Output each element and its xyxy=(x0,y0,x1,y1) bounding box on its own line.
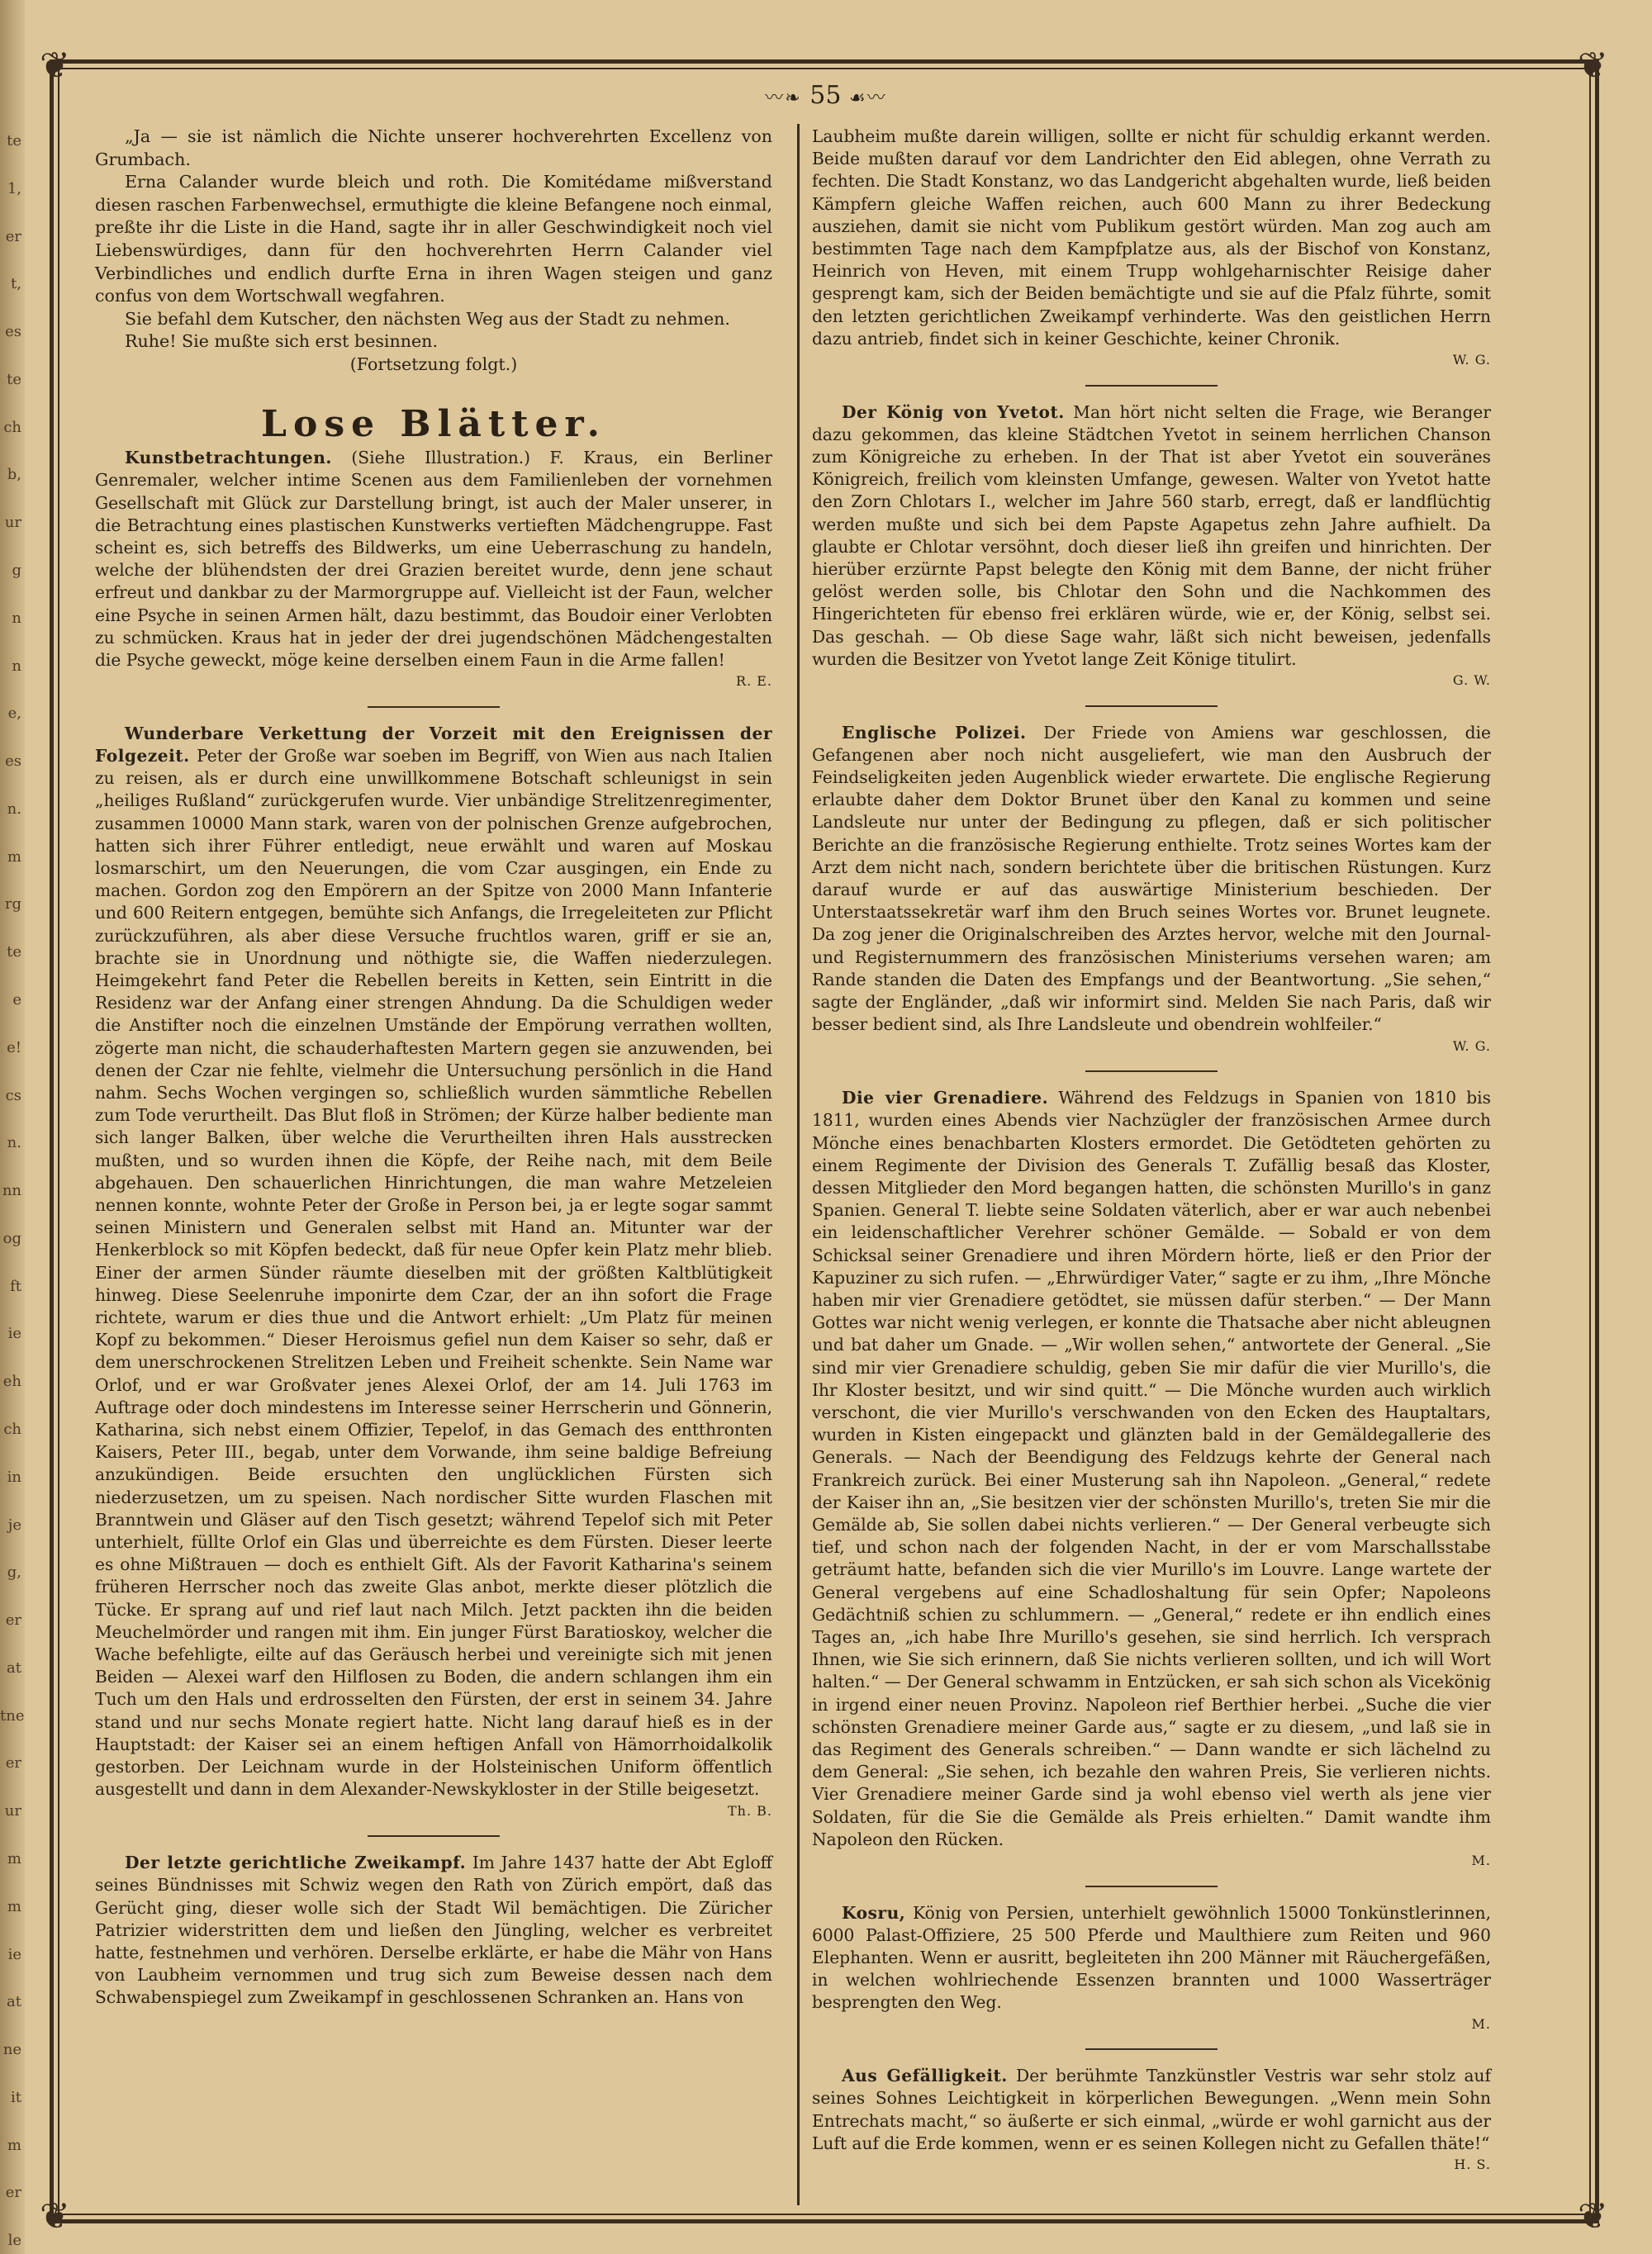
article-zweikampf xyxy=(95,1852,772,2009)
bleed-fragment: n xyxy=(12,610,21,627)
bleed-fragment: it xyxy=(11,2089,21,2106)
article-yvetot xyxy=(812,401,1491,671)
bleed-fragment: te xyxy=(7,943,21,961)
section-title: Lose Blätter. xyxy=(261,402,606,445)
article-text: Peter der Große war soeben im Begriff, von Wien aus nach Italien zu reisen, als er durch eine unwillkommene Botschaft schleunigst in sein „heiliges Rußland“ zurückgerufen wurde. Vier unbändige Strelitzenregimenter, zusammen 10000 Mann stark, waren von der polnischen Grenze aufgebrochen, hatten sich ihrer Führer entledigt, neue erwählt und waren auf Moskau losmarschirt, um den Neuerungen, die vom Czar ausgingen, ein Ende zu machen. Gordon zog den Empörern an der Spitze von 2000 Mann Infanterie und 600 Reitern entgegen, bemühte sich Anfangs, die Irregeleiteten zur Pflicht zurückzuführen, als aber diese Versuche fruchtlos waren, griff er sie an, brachte sie in Unordnung und nöthigte sie, die Waffen niederzulegen. Heimgekehrt fand Peter die Rebellen bereits in Ketten, sein Eintritt in die Residenz war der Anfang einer strengen Ahndung. Da die Schuldigen weder die Anstifter noch die einzelnen Umstände der Empörung verrathen wollten, zögerte man nicht, die schauderhaftesten Martern gegen sie anzuwenden, bei denen der Czar nie fehlte, vielmehr die Untersuchung persönlich in die Hand nahm. Sechs Wochen vergingen so, schließlich wurden sämmtliche Rebellen zum Tode verurtheilt. Das Blut floß in Strömen; der Kürze halber bediente man sich langer Balken, über welche die Verurtheilten ihren Hals ausstrecken mußten, und so wurden ihnen die Köpfe, der Reihe nach, mit dem Beile abgehauen. Den schauerlichen Hinrichtungen, die man wahre Metzeleien nennen konnte, wohnte Peter der Große in Person bei, ja er legte sogar sammt seinen Ministern und Generalen selbst mit Hand an. Mitunter war der Henkerblock so mit Köpfen bedeckt, daß für neue Opfer kein Platz mehr blieb. Einer der armen Sünder räumte dieselben mit der größten Kaltblütigkeit hinweg. Diese Seelenruhe imponirte dem Czar, der an ihn sofort die Frage richtete, warum er dies thue und die Antwort erhielt: „Um Platz für meinen Kopf zu bekommen.“ Dieser Heroismus gefiel nun dem Kaiser so sehr, daß er dem unerschrockenen Strelitzen Leben und Freiheit schenkte. Sein Name war Orlof, und er war Großvater jenes Alexei Orlof, der am 14. Juli 1763 im Auftrage oder doch mindestens im Interesse seiner Herrscherin und Gönnerin, Katharina, sich nebst einem Offizier, Tepelof, in das Gemach des entthronten Kaisers, Peter III., begab, unter dem Vorwande, ihm seine baldige Befreiung anzukündigen. Beide ersuchten den unglücklichen Fürsten sich niederzusetzen, um zu speisen. Nach nordischer Sitte wurden Flaschen mit Branntwein und Gläser auf den Tisch gesetzt; während Tepelof sich mit Peter unterhielt, füllte Orlof ein Glas und überreichte es dem Fürsten. Dieser leerte es ohne Mißtrauen — doch es enthielt Gift. Als der Favorit Katharina's seinem früheren Herrscher noch das zweite Glas anbot, merkte dieser plötzlich die Tücke. Er sprang auf und rief laut nach Milch. Jetzt packten ihn die beiden Meuchelmörder und rangen mit ihm. Ein junger Fürst Baratioskoy, welcher die Wache befehligte, eilte auf das Geräusch herbei und vereinigte sich mit jenen Beiden — Alexei warf den Hilflosen zu Boden, die andern schlangen ihm ein Tuch um den Hals und erdrosselten den Fürsten, der erst in seinem 34. Jahre stand und nur sechs Monate regiert hatte. Nicht lang darauf hieß es in der Hauptstadt: der Kaiser sei an einem heftigen Anfall von Hämorrhoidalkolik gestorben. Der Leichnam wurde in der Holsteinischen Uniform öffentlich ausgestellt und dann in dem Alexander-Newskykloster in der Stille beigesetzt. xyxy=(95,745,772,1800)
article-divider xyxy=(368,706,500,708)
left-column xyxy=(95,126,772,2010)
bleed-fragment: m xyxy=(7,2137,21,2154)
bleed-fragment: er xyxy=(5,2184,21,2201)
bleed-fragment: te xyxy=(7,371,21,388)
flourish-left-icon: 〰❧ xyxy=(765,88,802,109)
bleed-fragment: ur xyxy=(4,1802,21,1820)
article-heading: Der letzte gerichtliche Zweikampf. xyxy=(125,1853,467,1873)
bleed-fragment: nn xyxy=(2,1182,21,1199)
article-text: Während des Feldzugs in Spanien von 1810 bis 1811, wurden eines Abends vier Nachzügler der französischen Armee durch Mönche eines benachbarten Klosters ermordet. Die Getödteten gehörten zu einem Regimente der Division des Generals T. Zufällig besaß das Kloster, dessen Mitglieder den Mord begangen hatten, die schönsten Murillo's in ganz Spanien. General T. liebte seine Soldaten väterlich, aber er war auch nebenbei ein leidenschaftlicher Verehrer schöner Gemälde. — Sobald er von dem Schicksal seiner Grenadiere und ihren Mördern hörte, ließ er den Prior der Kapuziner zu sich rufen. — „Ehrwürdiger Vater,“ sagte er zu ihm, „Ihre Mönche haben mir vier Grenadiere getödtet, sie müssen dafür sterben.“ — Der Mann Gottes war nicht wenig verlegen, er konnte die Thatsache aber nicht ableugnen und bat daher um Gnade. — „Wir wollen sehen,“ antwortete der General. „Sie sind mir vier Grenadiere schuldig, geben Sie mir dafür die vier Murillo's, die Ihr Kloster besitzt, und wir sind quitt.“ — Die Mönche wurden auch wirklich verschont, die vier Murillo's verschwanden von den Ecken des Hauptaltars, wurden in Kisten eingepackt und glänzten bald in der Gemäldegallerie des Generals. — Nach der Beendigung des Feldzugs kehrte der General nach Frankreich zurück. Bei einer Musterung sah ihn Napoleon. „General,“ redete der Kaiser ihn an, „Sie besitzen vier der schönsten Murillo's, treten Sie mir die Gemälde ab, Sie sollen dabei nichts verlieren.“ — Der General verbeugte sich tief, und schon nach der folgenden Nacht, in der er vom Marschallsstabe geträumt hatte, befanden sich die vier Murillo's im Louvre. Lange wartete der General vergebens auf eine Schadloshaltung für sein Opfer; Napoleons Gedächtniß schien zu schlummern. — „General,“ redete er ihn endlich eines Tages an, „ich habe Ihre Murillo's gesehen, sie sind herrlich. Ich versprach Ihnen, wie Sie sich erinnern, daß Sie nichts verlieren sollten, und ich will Wort halten.“ — Der General schwamm in Entzücken, er sah sich schon als Vicekönig in irgend einer neuen Provinz. Napoleon rief Berthier herbei. „Suche die vier schönsten Grenadiere meiner Garde aus,“ sagte er zu diesem, „und laß sie in das Regiment des Generals schreiben.“ — Dann wandte er sich lächelnd zu dem General: „Sie sehen, ich bezahle den wahren Preis, Sie verlieren nichts. Vier Grenadiere meiner Garde sind ja wohl ebenso viel werth als jene vier Soldaten, für die Sie die Gemälde als Preis erhielten.“ Damit wandte ihm Napoleon den Rücken. xyxy=(812,1088,1491,1849)
article-divider xyxy=(1085,1886,1218,1887)
story-paragraph: Ruhe! Sie mußte sich erst besinnen. xyxy=(125,331,438,352)
page-header xyxy=(0,81,1652,110)
bleed-fragment: tne xyxy=(0,1707,25,1725)
bleed-fragment: 1, xyxy=(7,180,21,197)
article-kunstbetrachtungen xyxy=(95,447,772,671)
bleed-fragment: at xyxy=(7,1993,21,2010)
bleed-fragment: e xyxy=(12,991,21,1008)
article-divider xyxy=(1085,1070,1218,1072)
article-grenadiere xyxy=(812,1087,1491,1851)
bleed-fragment: ch xyxy=(3,1421,21,1438)
article-polizei xyxy=(812,722,1491,1037)
story-paragraph: Sie befahl dem Kutscher, den nächsten Weg aus der Stadt zu nehmen. xyxy=(125,308,730,329)
article-signature: W. G. xyxy=(1452,352,1491,368)
bleed-fragment: ne xyxy=(2,2041,21,2058)
article-text: Im Jahre 1437 hatte der Abt Egloff seines Bündnisses mit Schwiz wegen den Rath von Zürich empört, daß das Gerücht ging, dieser wolle sich der Stadt Wil bemächtigen. Die Züricher Patrizier widerstritten dem und ließen den Jüngling, welcher es verbreitet hatte, festnehmen und verhören. Derselbe erklärte, er habe die Mähr von Hans von Laubheim vernommen und trug sich zum Beweise dessen nach dem Schwabenspiegel zum Zweikampf in geschlossenen Schranken an. Hans von xyxy=(95,1853,773,2008)
story-paragraph: Erna Calander wurde bleich und roth. Die Komitédame mißverstand diesen raschen Farbenwechsel, ermuthigte die kleine Befangene noch einmal, preßte ihr die Liste in die Hand, sagte ihr in aller Geschwindigkeit noch viel Liebenswürdiges, dann für den hochverehrten Herrn Calander viel Verbindliches und endlich durfte Erna in ihren Wagen steigen und ganz confus von dem Wortschwall wegfahren. xyxy=(95,172,772,306)
bleed-fragment: t, xyxy=(11,275,21,292)
article-text: (Siehe Illustration.) F. Kraus, ein Berliner Genremaler, welcher intime Scenen aus dem Familienleben der vornehmen Gesellschaft mit Glück zur Darstellung bringt, ist auch der Maler unserer, in die Betrachtung eines plastischen Kunstwerks vertieften Mädchengruppe. Fast scheint es, sich betreffs des Bildwerks, um eine Ueberraschung zu handeln, welche der blühendsten der drei Grazien bereitet wurde, denn jene schaut erfreut und dankbar zu der Marmorgruppe auf. Vielleicht ist der Faun, welcher eine Psyche in seinen Armen hält, dazu bestimmt, das Boudoir einer Verlobten zu schmücken. Kraus hat in jeder der drei jugendschönen Mädchengestalten die Psyche geweckt, möge keine derselben einem Faun in die Arme fallen! xyxy=(95,448,772,670)
bleed-fragment: e, xyxy=(7,705,21,722)
bleed-fragment: g xyxy=(12,562,21,579)
bleed-fragment: ch xyxy=(3,419,21,436)
article-kosru xyxy=(812,1902,1491,2014)
bleed-fragment: er xyxy=(5,228,21,245)
bleed-fragment: m xyxy=(7,848,21,866)
article-heading: Wunderbare Verkettung der Vorzeit mit den Ereignissen der Folgezeit. xyxy=(95,723,772,766)
bleed-fragment: er xyxy=(5,1754,21,1772)
bleed-fragment: es xyxy=(5,752,21,770)
flourish-right-icon: ☙〰 xyxy=(848,88,887,109)
article-signature: M. xyxy=(1471,1853,1491,1868)
bleed-fragment: m xyxy=(7,1850,21,1867)
column-rule xyxy=(797,124,800,2205)
bleed-fragment: ft xyxy=(10,1278,21,1295)
article-signature: H. S. xyxy=(1454,2157,1491,2173)
bleed-fragment: n. xyxy=(7,1134,21,1151)
article-signature: G. W. xyxy=(1452,672,1491,689)
article-divider xyxy=(368,1835,500,1837)
bleed-fragment: n. xyxy=(7,800,21,818)
bleed-fragment: rg xyxy=(4,895,21,913)
bleed-fragment: ie xyxy=(7,1325,21,1342)
article-signature: W. G. xyxy=(1452,1037,1491,1054)
article-divider xyxy=(1085,705,1218,707)
bleed-fragment: n xyxy=(12,657,21,675)
right-column xyxy=(812,126,1491,2176)
article-heading: Kosru, xyxy=(842,1902,906,1923)
bleed-fragment: in xyxy=(7,1469,21,1486)
article-heading: Kunstbetrachtungen. xyxy=(125,448,332,468)
bleed-fragment: er xyxy=(5,1611,21,1629)
article-gefaelligkeit xyxy=(812,2065,1491,2155)
bleed-fragment: at xyxy=(7,1659,21,1677)
bleed-fragment: le xyxy=(7,2232,21,2249)
bleed-fragment: es xyxy=(5,323,21,340)
page-number: 55 xyxy=(809,81,842,110)
article-divider xyxy=(1085,2048,1218,2050)
bleed-fragment: ur xyxy=(4,514,21,531)
article-text: Man hört nicht selten die Frage, wie Beranger dazu gekommen, das kleine Städtchen Yvetot in seinem herrlichen Chanson zum Königreiche zu erheben. In der That ist aber Yvetot ein souveränes Königreich, freilich vom kleinsten Umfange, gewesen. Walter von Yvetot hatte den Zorn Chlotars I., welcher im Jahre 560 starb, erregt, daß er landflüchtig werden mußte und sich bei dem Papste Agapetus zehn Jahre aufhielt. Da glaubte er Chlotar versöhnt, doch dieser ließ ihn greifen und hinrichten. Der hierüber erzürnte Papst belegte den König mit dem Banne, der nicht früher gelöst werden solle, bis Chlotar den Sohn und die Nachkommen des Hingerichteten für ebenso frei erklären würde, wie er, der König, selbst sei. Das geschah. — Ob diese Sage wahr, läßt sich nicht beweisen, jedenfalls wurden die Besitzer von Yvetot lange Zeit Könige titulirt. xyxy=(812,401,1491,669)
bleed-fragment: e! xyxy=(7,1039,21,1056)
corner-ornament-icon: ❦ xyxy=(40,2195,70,2237)
article-text: Der Friede von Amiens war geschlossen, die Gefangenen aber noch nicht ausgeliefert, wie man den Ausbruch der Feindseligkeiten jeden Augenblick wieder erwartete. Die englische Regierung erlaubte daher dem Doktor Brunet über den Kanal zu kommen und seine Landsleute nur unter der Bedingung zu pflegen, daß er sich politischer Berichte an die französische Regierung enthielte. Trotz seines Wortes kam der Arzt dem nicht nach, sondern berichtete über die britischen Rüstungen. Kurz darauf wurde er auf das auswärtige Ministerium beschieden. Der Unterstaatssekretär warf ihm den Bruch seines Wortes vor. Brunet leugnete. Da zog jener die Originalschreiben des Arztes hervor, welche mit den Journal- und Registernummern des französischen Ministeriums versehen waren; am Rande standen die Daten des Empfangs und der Beantwortung. „Sie sehen,“ sagte der Engländer, „daß wir informirt sind. Melden Sie nach Paris, daß wir besser bedient sind, als Ihre Landsleute und obendrein wohlfeiler.“ xyxy=(812,722,1491,1035)
bleed-fragment: m xyxy=(7,1898,21,1915)
article-divider xyxy=(1085,385,1218,387)
article-text: Der berühmte Tanzkünstler Vestris war sehr stolz auf seines Sohnes Leichtigkeit in körperlichen Bewegungen. „Wenn mein Sohn Entrechats macht,“ so äußerte er sich einmal, „würde er wohl garnicht aus der Luft auf die Erde kommen, wenn er es seinen Kollegen nicht zu Gefallen thäte!“ xyxy=(812,2066,1492,2153)
article-signature: R. E. xyxy=(736,673,772,690)
article-zweikampf-continued: Laubheim mußte darein willigen, sollte er nicht für schuldig erkannt werden. Beide mußten darauf vor dem Landrichter den Eid ablegen, ohne Verrath zu fechten. Die Stadt Konstanz, wo das Landgericht abgehalten wurde, ließ beiden Kämpfern gleiche Waffen reichen, auch 600 Mann zu ihrer Bedeckung ausziehen, damit sie nicht vom Publikum gestört würden. Man zog auch am bestimmten Tage nach dem Kampfplatze aus, als der Bischof von Konstanz, Heinrich von Heven, mit einem Trupp wohlgeharnischter Reisige daher gesprengt kam, sich der Beiden bemächtigte und sie auf die Pfalz führte, somit den letzten gerichtlichen Zweikampf verhinderte. Was den geistlichen Herrn dazu antrieb, findet sich in keiner Geschichte, keiner Chronik. xyxy=(812,126,1491,349)
article-heading: Der König von Yvetot. xyxy=(842,401,1065,422)
corner-ornament-icon: ❦ xyxy=(1578,2195,1608,2237)
bleed-fragment: ie xyxy=(7,1946,21,1963)
article-heading: Aus Gefälligkeit. xyxy=(842,2066,1008,2086)
article-signature: M. xyxy=(1471,2015,1491,2032)
article-heading: Englische Polizei. xyxy=(842,722,1027,743)
bleed-fragment: g, xyxy=(7,1564,21,1581)
article-signature: Th. B. xyxy=(728,1802,772,1819)
bleed-fragment: b, xyxy=(7,466,21,483)
article-text: König von Persien, unterhielt gewöhnlich 15000 Tonkünstlerinnen, 6000 Palast-Offiziere, 25 500 Pferde und Maulthiere zum Reiten und 960 Elephanten. Wenn er ausritt, begleiteten ihn 200 Männer mit Räuchergefäßen, in welchen wohlriechende Essenzen brannten und 1000 Wasserträger besprengten den Weg. xyxy=(812,1902,1491,2013)
story-paragraph: „Ja — sie ist nämlich die Nichte unserer hochverehrten Excellenz von Grumbach. xyxy=(95,126,772,169)
bleed-fragment: te xyxy=(7,132,21,149)
bleed-fragment: cs xyxy=(5,1087,21,1104)
bleed-fragment: og xyxy=(2,1230,21,1247)
bleed-fragment: eh xyxy=(2,1373,21,1390)
article-heading: Die vier Grenadiere. xyxy=(842,1088,1049,1108)
corner-ornament-icon: ❦ xyxy=(1578,45,1608,87)
article-verkettung xyxy=(95,723,772,1801)
continuation-note: (Fortsetzung folgt.) xyxy=(349,354,518,374)
corner-ornament-icon: ❦ xyxy=(40,45,70,87)
bleed-fragment: je xyxy=(7,1516,21,1534)
